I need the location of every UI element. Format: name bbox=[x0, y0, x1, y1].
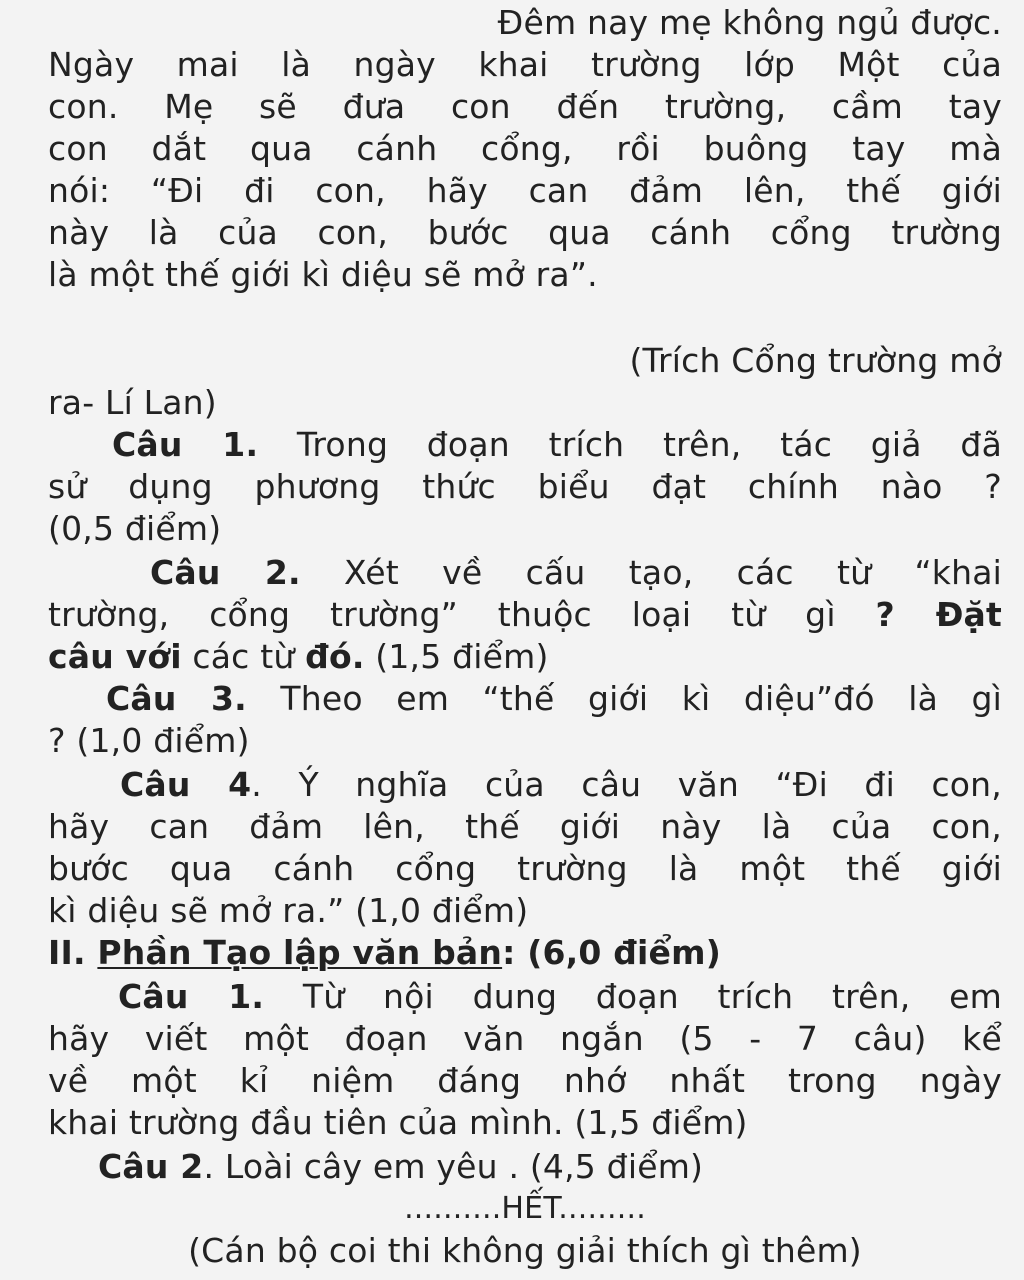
question-4-line-3: bước qua cánh cổng trường là một thế giới bbox=[48, 849, 1002, 888]
question-4-line-2: hãy can đảm lên, thế giới này là của con, bbox=[48, 807, 1002, 846]
passage-line-4: con dắt qua cánh cổng, rồi buông tay mà bbox=[48, 129, 1002, 168]
question-1-line-1 bbox=[112, 424, 1002, 466]
question-2-text-3c: đó. bbox=[305, 637, 365, 676]
question-2-text-3b: các từ bbox=[181, 637, 306, 676]
end-marker: ..........HẾT......... bbox=[404, 1191, 646, 1226]
question-1-text: Trong đoạn trích trên, tác giả đã bbox=[258, 425, 1002, 464]
question-2-text-2a: trường, cổng trường” thuộc loại từ gì bbox=[48, 595, 876, 634]
source-line-2: ra- Lí Lan) bbox=[48, 383, 217, 422]
question-2-text-3d: (1,5 điểm) bbox=[364, 637, 549, 676]
question-4-line-4: kì diệu sẽ mở ra.” (1,0 điểm) bbox=[48, 891, 529, 930]
passage-line-7: là một thế giới kì diệu sẽ mở ra”. bbox=[48, 255, 598, 294]
question-1-line-3: (0,5 điểm) bbox=[48, 509, 222, 548]
question-2-line-2 bbox=[48, 594, 1002, 636]
section-2-question-1-line-1 bbox=[118, 976, 1002, 1018]
passage-line-6: này là của con, bước qua cánh cổng trường bbox=[48, 213, 1002, 252]
question-2-text-3a: câu với bbox=[48, 637, 182, 676]
section-2-question-2-label: Câu 2 bbox=[98, 1147, 204, 1186]
passage-text: Đêm nay mẹ không ngủ được. bbox=[497, 3, 1002, 42]
passage-line-5: nói: “Đi đi con, hãy can đảm lên, thế giới bbox=[48, 171, 1002, 210]
question-1-line-2: sử dụng phương thức biểu đạt chính nào ? bbox=[48, 467, 1002, 506]
question-2-label: Câu 2. bbox=[150, 553, 301, 592]
section-2-question-2-line-1 bbox=[98, 1146, 1002, 1188]
question-3-text: Theo em “thế giới kì diệu”đó là gì bbox=[246, 679, 1003, 718]
section-2-question-1-line-2: hãy viết một đoạn văn ngắn (5 - 7 câu) kể bbox=[48, 1019, 1002, 1058]
section-2-question-1-line-4: khai trường đầu tiên của mình. (1,5 điểm) bbox=[48, 1103, 748, 1142]
question-1-label: Câu 1. bbox=[112, 425, 259, 464]
question-4-text: . Ý nghĩa của câu văn “Đi đi con, bbox=[251, 765, 1002, 804]
question-2-text-2b: ? Đặt bbox=[875, 595, 1002, 634]
question-2-line-3 bbox=[48, 636, 1002, 678]
question-4-label: Câu 4 bbox=[120, 765, 252, 804]
passage-line-2: Ngày mai là ngày khai trường lớp Một của bbox=[48, 45, 1002, 84]
section-2-numeral: II. bbox=[48, 933, 98, 972]
passage-line-1 bbox=[48, 2, 1002, 44]
section-2-question-1-line-3: về một kỉ niệm đáng nhớ nhất trong ngày bbox=[48, 1061, 1002, 1100]
section-2-question-2-text: . Loài cây em yêu . (4,5 điểm) bbox=[203, 1147, 704, 1186]
question-2-line-1 bbox=[150, 552, 1002, 594]
question-2-text: Xét về cấu tạo, các từ “khai bbox=[300, 553, 1002, 592]
section-2-points: : (6,0 điểm) bbox=[502, 933, 722, 972]
question-3-label: Câu 3. bbox=[106, 679, 247, 718]
question-3-line-1 bbox=[106, 678, 1002, 720]
section-2-question-1-text: Từ nội dung đoạn trích trên, em bbox=[264, 977, 1002, 1016]
passage-line-3: con. Mẹ sẽ đưa con đến trường, cầm tay bbox=[48, 87, 1002, 126]
invigilator-note: (Cán bộ coi thi không giải thích gì thêm) bbox=[188, 1231, 862, 1270]
section-2-heading bbox=[48, 932, 1002, 974]
source-line-1: (Trích Cổng trường mở bbox=[629, 341, 1002, 380]
question-3-line-2: ? (1,0 điểm) bbox=[48, 721, 250, 760]
section-2-question-1-label: Câu 1. bbox=[118, 977, 265, 1016]
section-2-title: Phần Tạo lập văn bản bbox=[97, 933, 503, 972]
question-4-line-1 bbox=[120, 764, 1002, 806]
